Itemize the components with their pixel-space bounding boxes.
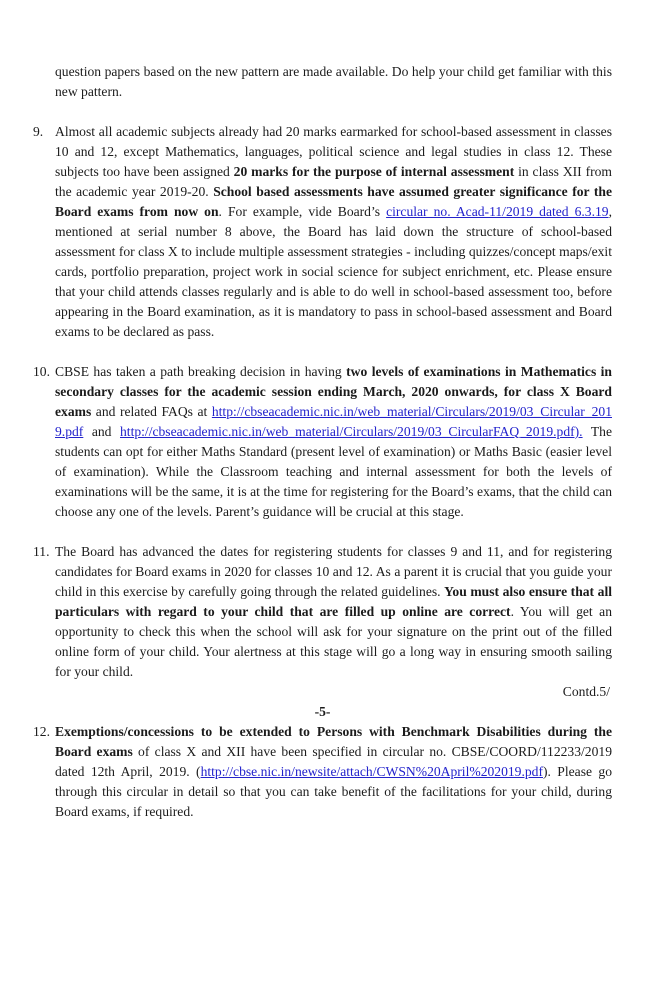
page-number: -5- [314,704,331,719]
body-text: and related FAQs at [91,404,212,419]
body-text: and [83,424,120,439]
bold-text: You must also ensure that all particulars with regard to your child that are filled up online are correct [55,584,612,619]
hyperlink[interactable]: http://cbseacademic.nic.in/web_material/Circulars/2019/03_CircularFAQ_2019.pdf). [120,424,583,439]
body-text: . For example, vide Board’s [218,204,387,219]
body-text: CBSE has taken a path breaking decision in having [55,364,347,379]
body-text: Almost all academic subjects already had 20 marks earmarked for school-based assessment in classes 10 and 12, except Mathematics, languages, political science and legal studies in class 12. These subjects too have been assigned [55,124,612,179]
item-text-10 [55,362,612,522]
body-text: in class XII from the academic year 2019-20. [55,164,613,199]
item-text-9 [55,122,612,342]
contd-note: Contd.5/ [562,684,610,699]
list-item-10 [33,362,612,522]
body-text: The Board has advanced the dates for registering students for classes 9 and 11, and for registering candidates for Board exams in 2020 for classes 10 and 12. As a parent it is crucial that you guide your child in this exercise by carefully going through the related guidelines. [55,544,612,599]
body-text: , mentioned at serial number 8 above, the Board has laid down the structure of school-based assessment for class X to include multiple assessment strategies - including quizzes/concept maps/exit cards, portfolio preparation, project work in social science for subject enrichment, etc. Please ensure that your child attends classes regularly and is able to do well in school-based assessment too, before appearing in the Board examination, as it is mandatory to pass in school-based assessment and Board exams to be declared as pass. [55,204,612,339]
hyperlink[interactable]: circular no. Acad-11/2019 dated 6.3.19 [386,204,609,219]
item-number-9: 9. [33,124,44,139]
body-text: . You will get an opportunity to check this when the school will ask for your signature on the print out of the filled online form of your child. Your alertness at this stage will go a long way in ensuring smooth sailing for your child. [55,604,613,679]
bold-text: two levels of examinations in Mathematics in secondary classes for the academic session ending March, 2020 onwards, for class X Board exams [55,364,612,419]
list-item-12 [33,722,612,822]
body-text: ). Please go through this circular in detail so that you can take benefit of the facilitations for your child, during Board exams, if required. [55,764,612,819]
body-text: of class X and XII have been specified in circular no. CBSE/COORD/112233/2019 dated 12th April, 2019. ( [55,744,612,779]
list-item-11 [33,542,612,682]
bold-text: Exemptions/concessions to be extended to Persons with Benchmark Disabilities during the Board exams [55,724,612,759]
item-text-12 [55,722,612,822]
body-text: The students can opt for either Maths Standard (present level of examination) or Maths Basic (easier level of examination). While the Classroom teaching and internal assessment for both the levels of examinations will be the same, it is at the time for registering for the Board’s exams, that the child can choose any one of the levels. Parent’s guidance will be crucial at this stage. [55,424,612,519]
item-text-11 [55,542,612,682]
item-number-10: 10. [33,364,50,379]
hyperlink[interactable]: http://cbseacademic.nic.in/web_material/Circulars/2019/03_Circular_2019.pdf [55,404,612,439]
item-number-12: 12. [33,724,50,739]
list-item-9 [33,122,612,342]
paragraph-continuation: question papers based on the new pattern are made available. Do help your child get familiar with this new pattern. [55,64,612,99]
bold-text: 20 marks for the purpose of internal assessment [233,164,515,179]
item-number-11: 11. [33,544,50,559]
bold-text: School based assessments have assumed greater significance for the Board exams from now on [55,184,612,219]
hyperlink[interactable]: http://cbse.nic.in/newsite/attach/CWSN%20April%202019.pdf [200,764,543,779]
